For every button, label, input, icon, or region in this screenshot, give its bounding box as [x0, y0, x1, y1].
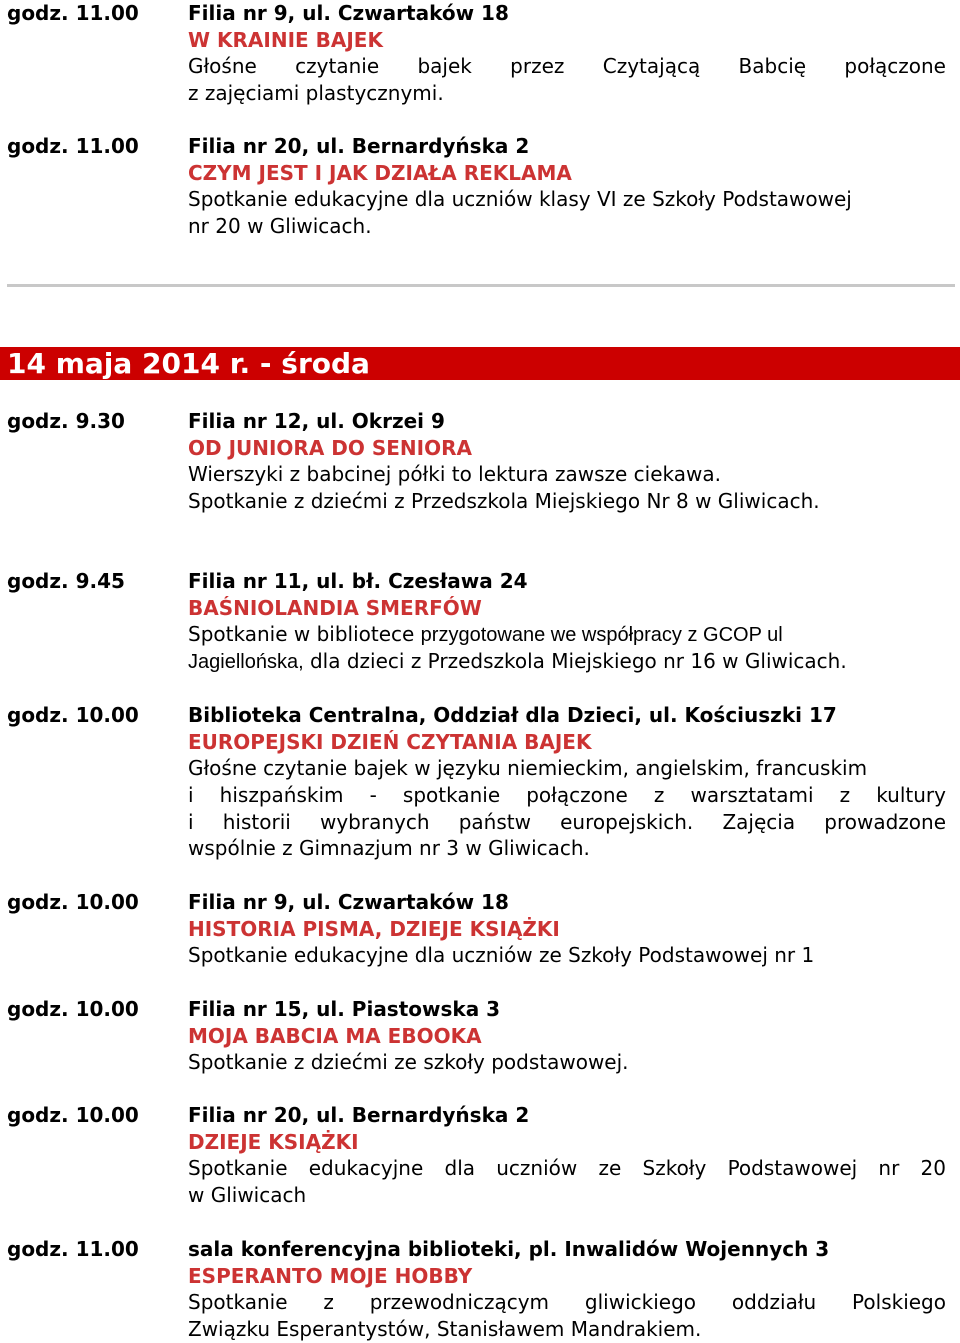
event-location: Filia nr 12, ul. Okrzei 9 — [188, 409, 445, 433]
event-location: Filia nr 11, ul. bł. Czesława 24 — [188, 569, 528, 593]
event-time: godz. 9.30 — [7, 409, 125, 433]
event-location: Filia nr 9, ul. Czwartaków 18 — [188, 890, 509, 914]
event-time: godz. 10.00 — [7, 1103, 139, 1127]
event-block — [0, 0, 960, 107]
event-title: OD JUNIORA DO SENIORA — [188, 435, 472, 460]
event-location: Filia nr 9, ul. Czwartaków 18 — [188, 1, 509, 25]
event-block — [0, 1102, 960, 1209]
event-description-line — [188, 648, 847, 676]
event-location: Filia nr 20, ul. Bernardyńska 2 — [188, 1103, 530, 1127]
event-block — [0, 408, 960, 515]
event-time: godz. 11.00 — [7, 134, 139, 158]
event-description-line: i hiszpańskim - spotkanie połączone z warsztatami z kultury — [188, 783, 946, 808]
event-description-line — [188, 621, 783, 649]
event-description-line: Spotkanie z przewodniczącym gliwickiego oddziału Polskiego — [188, 1290, 946, 1315]
day-banner — [0, 347, 960, 380]
event-block — [0, 568, 960, 675]
event-description-line: Spotkanie edukacyjne dla uczniów ze Szkoły Podstawowej nr 1 — [188, 943, 815, 968]
event-description-part: dla dzieci z Przedszkola Miejskiego nr 16 w Gliwicach. — [309, 649, 847, 674]
event-time: godz. 10.00 — [7, 997, 139, 1021]
event-description-line: z zajęciami plastycznymi. — [188, 81, 444, 106]
event-block — [0, 889, 960, 969]
event-block — [0, 133, 960, 240]
event-time: godz. 9.45 — [7, 569, 125, 593]
event-description-line: Spotkanie z dziećmi z Przedszkola Miejskiego Nr 8 w Gliwicach. — [188, 489, 820, 514]
event-description-part: przygotowane we współpracy z GCOP ul — [420, 624, 783, 647]
event-title: BAŚNIOLANDIA SMERFÓW — [188, 595, 482, 620]
event-time: godz. 10.00 — [7, 703, 139, 727]
event-description-part: Spotkanie w bibliotece — [188, 622, 415, 647]
event-title: HISTORIA PISMA, DZIEJE KSIĄŻKI — [188, 916, 560, 941]
event-location: Filia nr 20, ul. Bernardyńska 2 — [188, 134, 530, 158]
event-time: godz. 11.00 — [7, 1, 139, 25]
event-description-line: Związku Esperantystów, Stanisławem Mandrakiem. — [188, 1317, 702, 1342]
event-location: Filia nr 15, ul. Piastowska 3 — [188, 997, 501, 1021]
event-block — [0, 1236, 960, 1343]
event-title: W KRAINIE BAJEK — [188, 27, 383, 52]
event-title: MOJA BABCIA MA EBOOKA — [188, 1023, 482, 1048]
event-description-line: nr 20 w Gliwicach. — [188, 214, 372, 239]
event-description-line: Wierszyki z babcinej półki to lektura zawsze ciekawa. — [188, 462, 721, 487]
event-title: EUROPEJSKI DZIEŃ CZYTANIA BAJEK — [188, 729, 592, 754]
event-description-line: Spotkanie z dziećmi ze szkoły podstawowej. — [188, 1050, 629, 1075]
event-description-line: w Gliwicach — [188, 1183, 307, 1208]
event-description-line: Głośne czytanie bajek w języku niemieckim, angielskim, francuskim — [188, 756, 868, 781]
event-block — [0, 996, 960, 1076]
event-time: godz. 10.00 — [7, 890, 139, 914]
event-location: Biblioteka Centralna, Oddział dla Dzieci, ul. Kościuszki 17 — [188, 703, 837, 727]
event-description-part: Jagiellońska, — [188, 651, 304, 674]
day-label: 14 maja 2014 r. - środa — [7, 347, 370, 380]
event-description-line: Spotkanie edukacyjne dla uczniów ze Szkoły Podstawowej nr 20 — [188, 1156, 946, 1181]
event-title: DZIEJE KSIĄŻKI — [188, 1129, 359, 1154]
event-title: CZYM JEST I JAK DZIAŁA REKLAMA — [188, 160, 572, 185]
event-description-line: wspólnie z Gimnazjum nr 3 w Gliwicach. — [188, 836, 590, 861]
event-block — [0, 702, 960, 862]
event-time: godz. 11.00 — [7, 1237, 139, 1261]
event-description-line: Głośne czytanie bajek przez Czytającą Babcię połączone — [188, 54, 946, 79]
section-divider — [7, 284, 955, 287]
event-title: ESPERANTO MOJE HOBBY — [188, 1263, 473, 1288]
event-location: sala konferencyjna biblioteki, pl. Inwalidów Wojennych 3 — [188, 1237, 830, 1261]
event-description-line: Spotkanie edukacyjne dla uczniów klasy VI ze Szkoły Podstawowej — [188, 187, 852, 212]
event-description-line: i historii wybranych państw europejskich. Zajęcia prowadzone — [188, 809, 946, 834]
